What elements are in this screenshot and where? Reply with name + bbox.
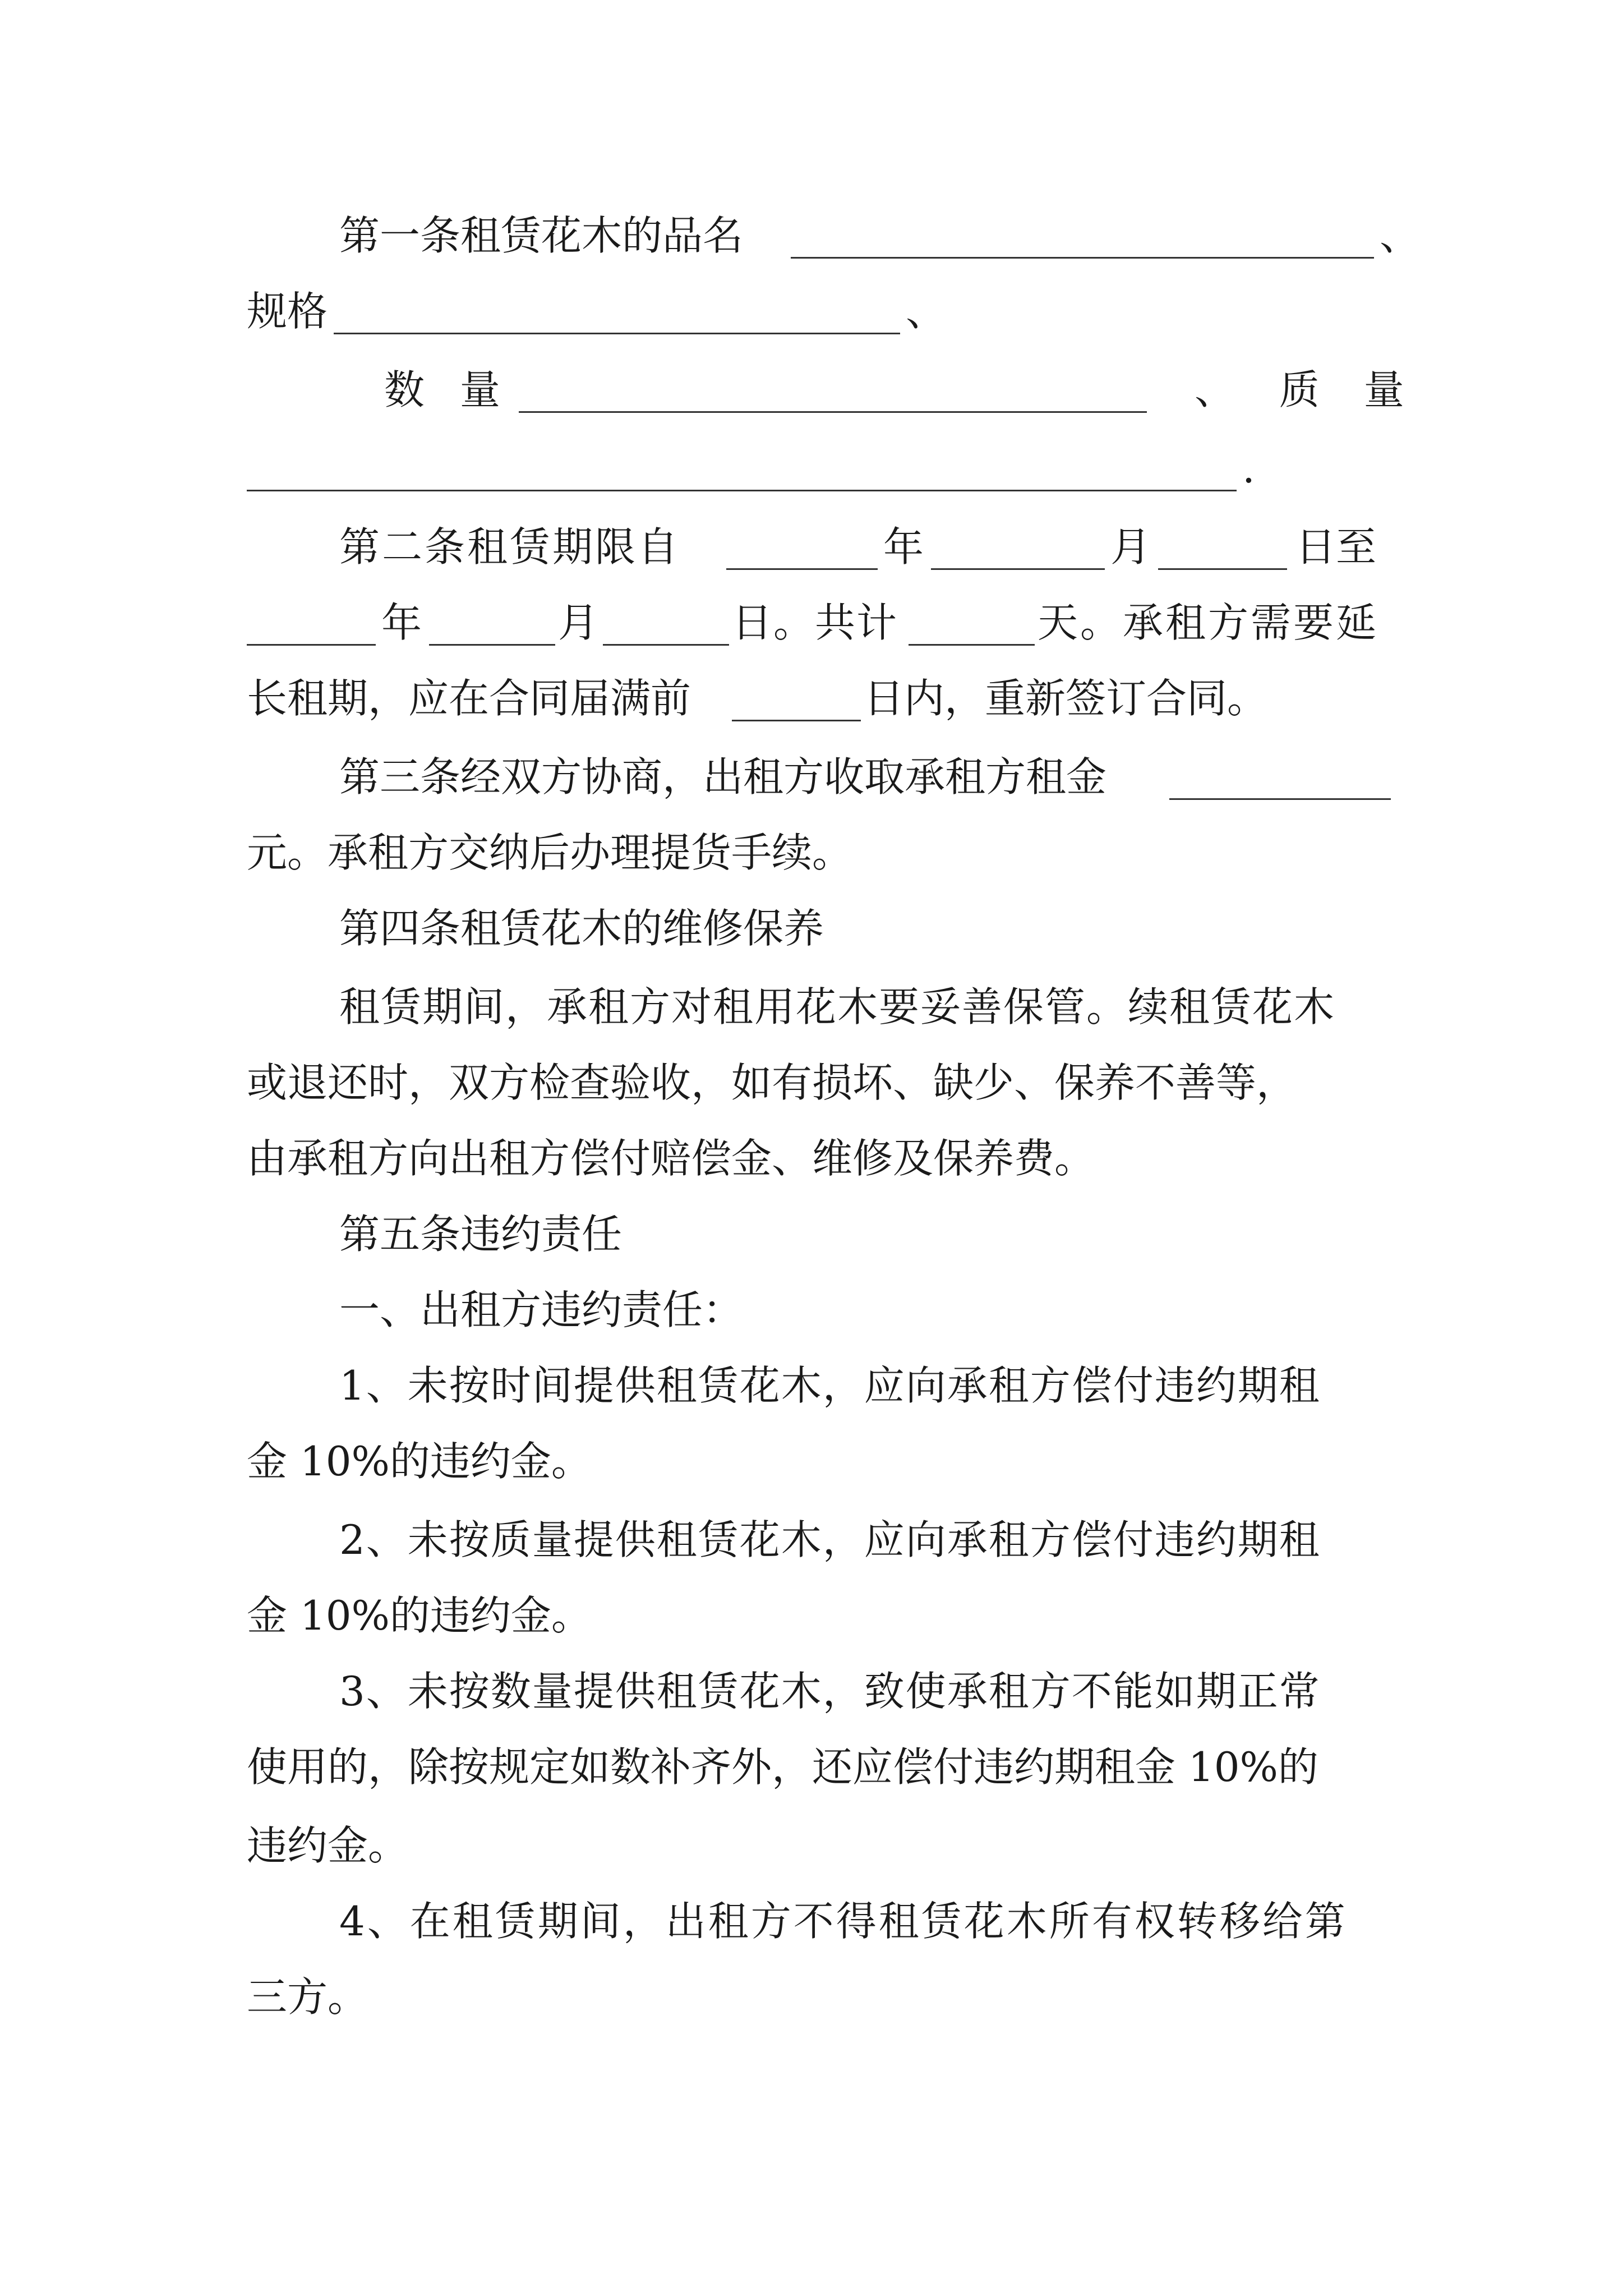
article2-renew-days-blank[interactable] bbox=[732, 718, 861, 721]
article2-line1-a: 第二条租赁期限自 bbox=[339, 523, 681, 570]
article2-line1-c: 月 bbox=[1110, 523, 1151, 570]
article2-start-year-blank[interactable] bbox=[726, 567, 878, 570]
article2-end-month-blank[interactable] bbox=[429, 642, 555, 646]
article1-spec-blank[interactable] bbox=[334, 331, 900, 334]
article5-item1-line2: 金 10%的违约金。 bbox=[247, 1438, 592, 1485]
article5-item4-line1: 4、在租赁期间，出租方不得租赁花木所有权转移给第 bbox=[339, 1898, 1348, 1945]
article1-name-blank[interactable] bbox=[791, 255, 1374, 259]
article2-end-year-blank[interactable] bbox=[247, 642, 376, 646]
article5-subtitle-lessor: 一、出租方违约责任： bbox=[339, 1286, 744, 1333]
article5-item3-line2: 使用的，除按规定如数补齐外，还应偿付违约期租金 10%的 bbox=[247, 1743, 1318, 1791]
article5-item2-line2: 金 10%的违约金。 bbox=[247, 1592, 592, 1639]
article1-line1-text: 第一条租赁花木的品名 bbox=[339, 212, 744, 259]
article2-line2-a: 年 bbox=[381, 599, 422, 646]
article2-line1-b: 年 bbox=[883, 523, 924, 570]
article1-quantity-blank[interactable] bbox=[519, 409, 1147, 413]
article2-line3-b: 日内，重新签订合同。 bbox=[864, 675, 1268, 722]
article4-para-line1: 租赁期间，承租方对租用花木要妥善保管。续租赁花木 bbox=[339, 983, 1336, 1030]
article1-quality-blank[interactable] bbox=[247, 488, 1237, 491]
article2-line2-c: 日。共计 bbox=[732, 599, 898, 646]
article1-line2-text: 规格 bbox=[247, 288, 328, 335]
article5-item3-line1: 3、未按数量提供租赁花木，致使承租方不能如期正常 bbox=[339, 1668, 1321, 1715]
article2-line3-a: 长租期，应在合同届满前 bbox=[247, 675, 691, 722]
article2-end-day-blank[interactable] bbox=[603, 642, 729, 646]
article3-line1: 第三条经双方协商，出租方收取承租方租金 bbox=[339, 753, 1107, 800]
article2-start-month-blank[interactable] bbox=[931, 567, 1105, 570]
article4-para-line2: 或退还时，双方检查验收，如有损坏、缺少、保养不善等， bbox=[247, 1059, 1297, 1106]
article2-start-day-blank[interactable] bbox=[1158, 567, 1287, 570]
article5-title: 第五条违约责任 bbox=[339, 1211, 623, 1258]
article3-rent-blank[interactable] bbox=[1169, 797, 1391, 800]
article5-item1-line1: 1、未按时间提供租赁花木，应向承租方偿付违约期租 bbox=[339, 1362, 1321, 1409]
article2-total-days-blank[interactable] bbox=[909, 642, 1035, 646]
article5-item2-line1: 2、未按质量提供租赁花木，应向承租方偿付违约期租 bbox=[339, 1516, 1321, 1563]
article4-para-line3: 由承租方向出租方偿付赔偿金、维修及保养费。 bbox=[247, 1135, 1095, 1182]
article1-quality-label: 、 质 量 bbox=[1195, 366, 1420, 413]
article1-quantity-label: 数 量 bbox=[384, 366, 511, 413]
article2-line2-b: 月 bbox=[558, 599, 599, 646]
article5-item3-line3: 违约金。 bbox=[247, 1822, 409, 1869]
article2-line1-d: 日至 bbox=[1295, 523, 1377, 570]
article3-line2: 元。承租方交纳后办理提货手续。 bbox=[247, 829, 853, 876]
article5-item4-line2: 三方。 bbox=[247, 1973, 368, 2021]
article2-line2-d: 天。承租方需要延 bbox=[1038, 599, 1379, 646]
article1-line4-end: . bbox=[1242, 445, 1255, 492]
article1-line1-end: 、 bbox=[1380, 212, 1421, 259]
article4-title: 第四条租赁花木的维修保养 bbox=[339, 905, 824, 952]
article1-line2-end: 、 bbox=[906, 288, 947, 335]
